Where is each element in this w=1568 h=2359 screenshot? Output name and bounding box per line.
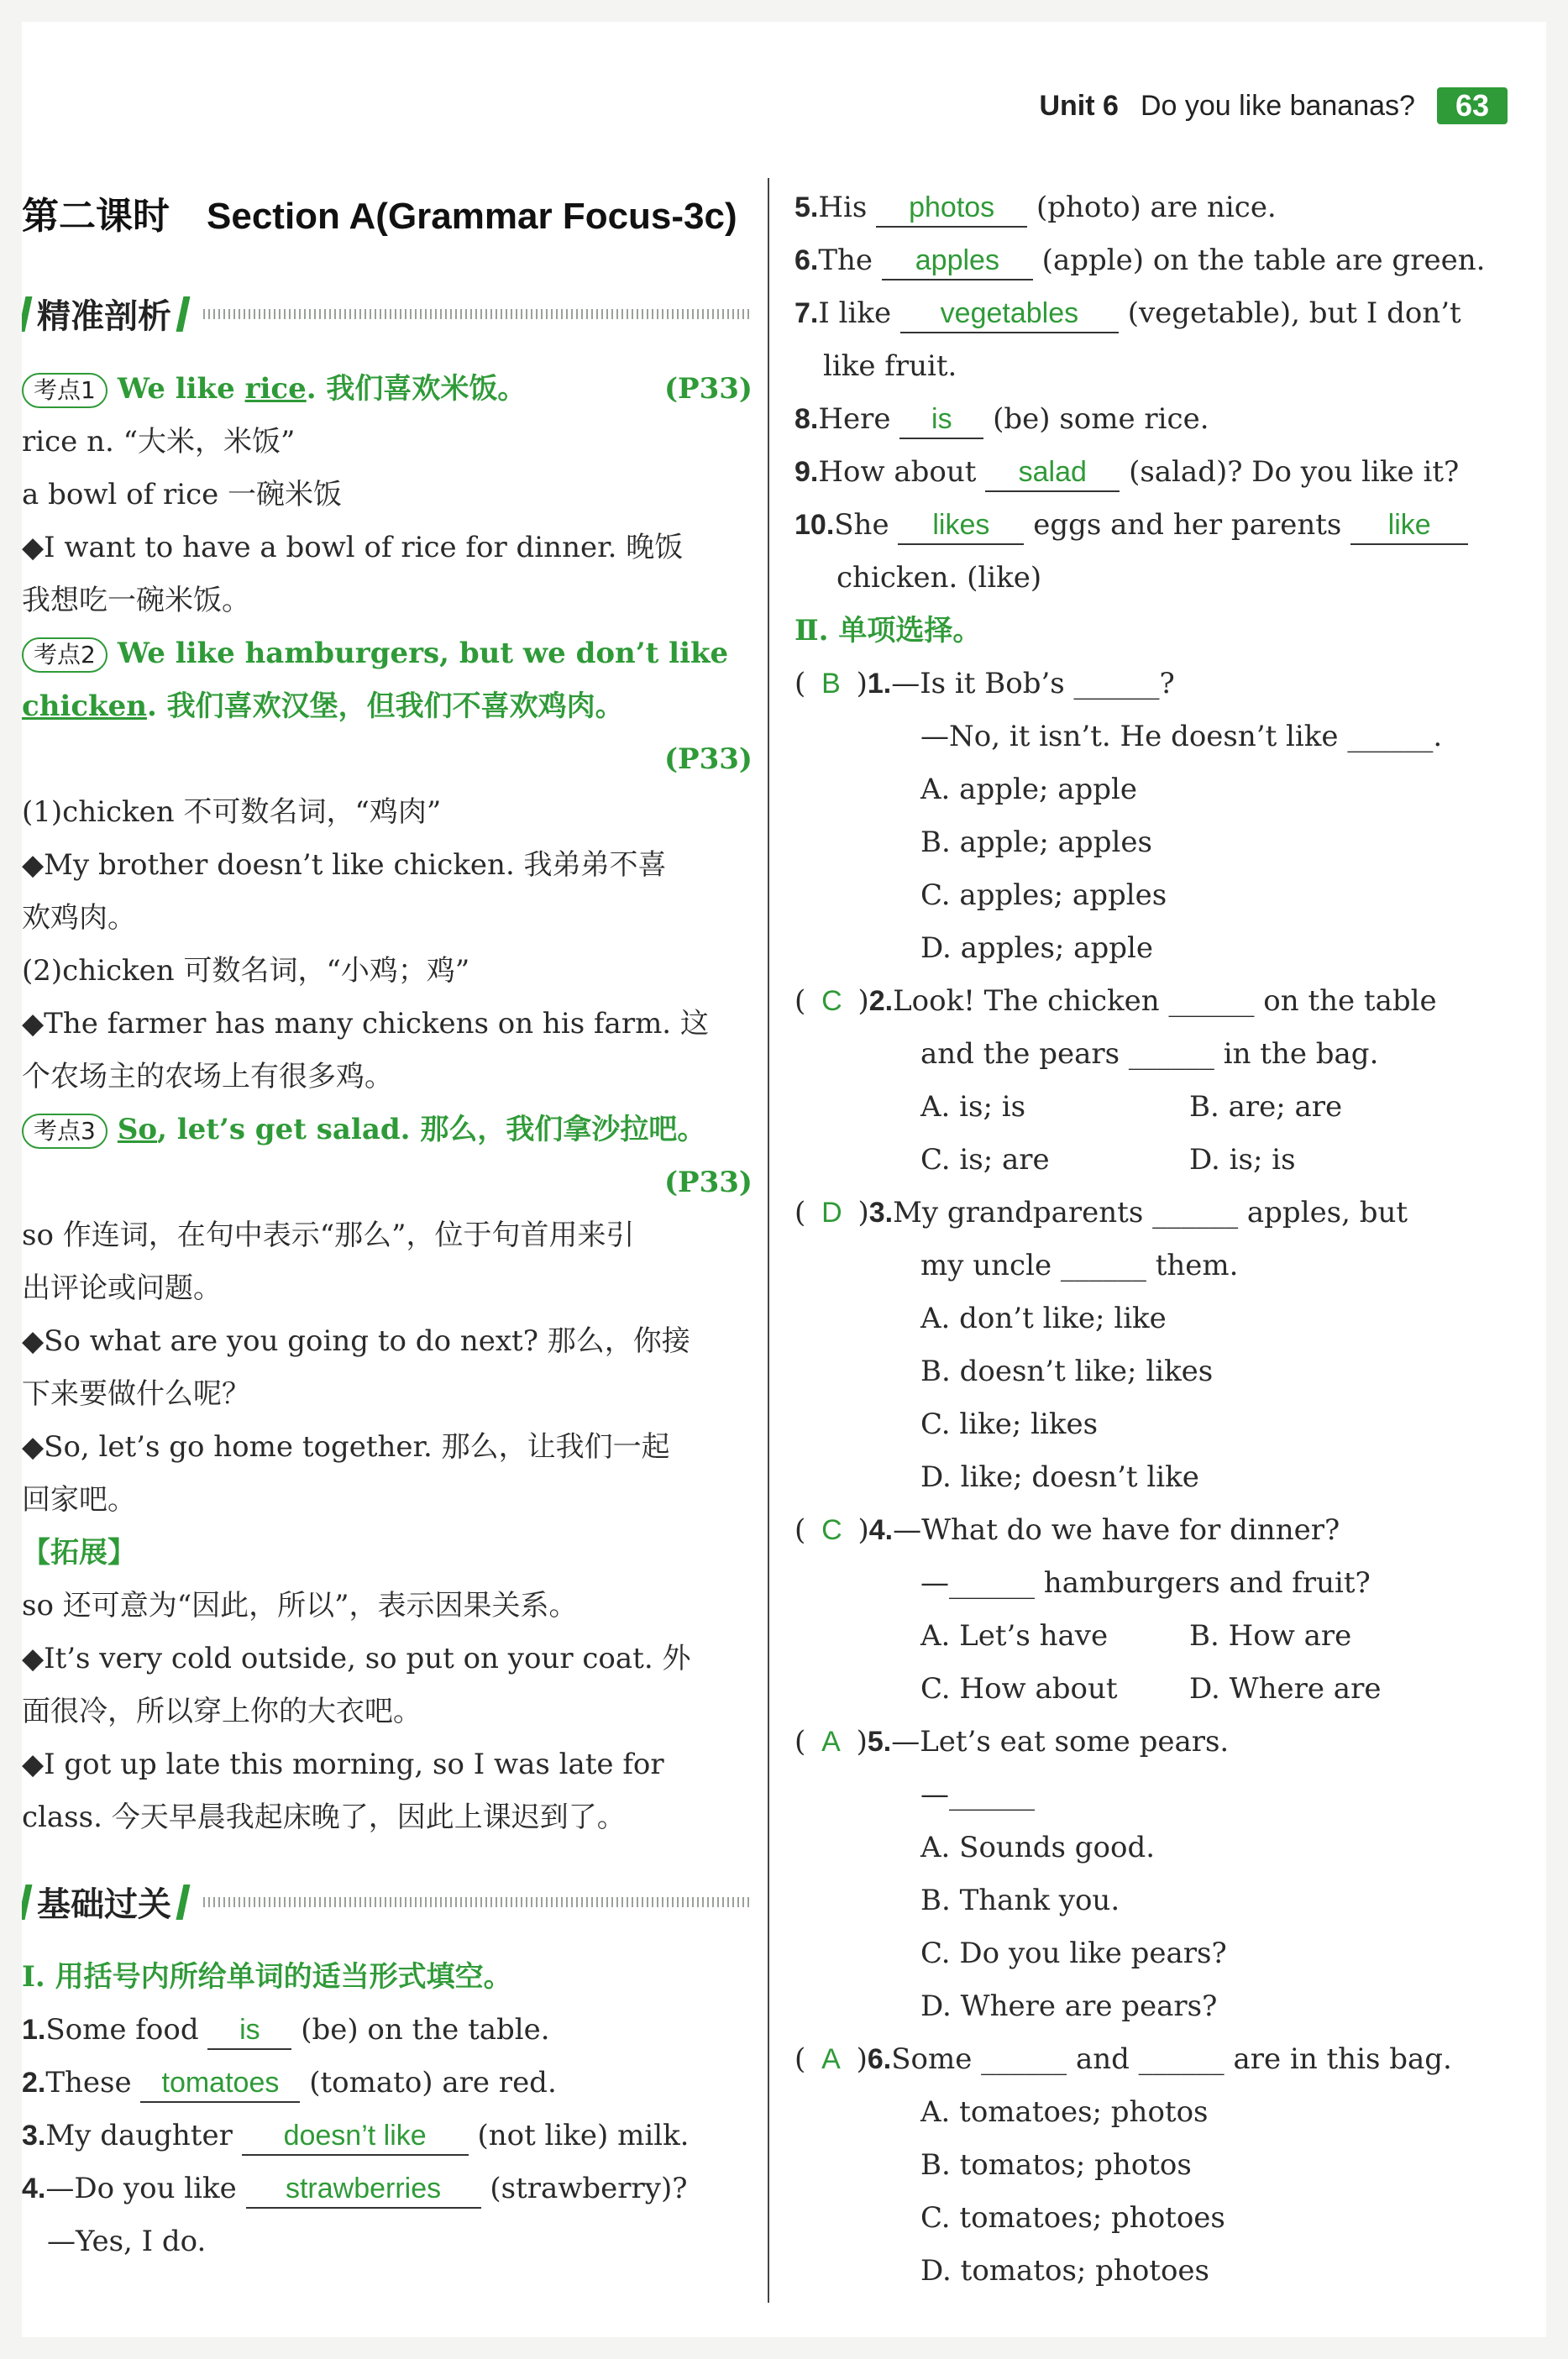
mc-question-cont: —No, it isn’t. He doesn’t like ______.	[920, 720, 1443, 753]
mc-question-cont: —______	[920, 1778, 1035, 1811]
text-line: ◆My brother doesn’t like chicken. 我弟弟不喜	[22, 848, 667, 882]
page-reference: (P33)	[663, 742, 753, 776]
answer-blank[interactable]: likes	[898, 506, 1024, 545]
fill-item: 5.His photos (photo) are nice.	[794, 181, 1534, 234]
unit-label: Unit 6	[1039, 89, 1119, 122]
mc-question: ( C )2.Look! The chicken ______ on the table	[794, 984, 1437, 1018]
mc-option[interactable]: C. apples; apples	[920, 878, 1167, 912]
text-line: ◆It’s very cold outside, so put on your coat. 外	[22, 1642, 691, 1675]
lesson-title	[22, 186, 753, 239]
section-marker-icon	[176, 296, 191, 332]
text-line: a bowl of rice 一碗米饭	[22, 478, 343, 511]
text-line: ◆The farmer has many chickens on his farm. 这	[22, 1007, 709, 1041]
answer-blank[interactable]: is	[207, 2011, 291, 2050]
point-2-heading	[22, 627, 753, 680]
text-line: 面很冷，所以穿上你的大衣吧。	[22, 1695, 422, 1728]
point-sentence: We like hamburgers, but we don’t like	[117, 637, 729, 670]
text-line: ◆I want to have a bowl of rice for dinner. 晚饭	[22, 531, 684, 564]
answer-blank[interactable]: doesn’t like	[242, 2117, 469, 2156]
fill-item: 6.The apples (apple) on the table are green.	[794, 234, 1534, 287]
text-line: ◆So, let’s go home together. 那么，让我们一起	[22, 1430, 670, 1464]
fill-item: 2.These tomatoes (tomato) are red.	[22, 2057, 753, 2110]
mc-option[interactable]: A. Sounds good.	[920, 1831, 1156, 1864]
point-sentence-rest: . 我们喜欢汉堡，但我们不喜欢鸡肉。	[146, 689, 624, 723]
text-line: 欢鸡肉。	[22, 901, 136, 935]
text-line: 我想吃一碗米饭。	[22, 584, 250, 617]
text-line: 出评论或问题。	[22, 1271, 222, 1305]
dotted-rule	[203, 1897, 753, 1907]
mc-option[interactable]: D. Where are	[1189, 1672, 1382, 1706]
part-2-instructions: Ⅱ. 单项选择。	[794, 614, 982, 647]
point-3-heading	[22, 1103, 753, 1156]
mc-option[interactable]: B. apple; apples	[920, 826, 1152, 859]
mc-question: ( C )4.—What do we have for dinner?	[794, 1513, 1340, 1547]
mc-answer[interactable]: C	[821, 985, 842, 1017]
dotted-rule	[203, 309, 753, 319]
point-keyword: So	[117, 1113, 158, 1146]
mc-option-row	[794, 1081, 1534, 1134]
expand-label: 【拓展】	[22, 1536, 136, 1570]
mc-question-cont: —______ hamburgers and fruit?	[920, 1566, 1371, 1600]
mc-option[interactable]: C. like; likes	[920, 1408, 1099, 1441]
answer-blank[interactable]: vegetables	[900, 295, 1119, 333]
text-line: so 还可意为“因此，所以”，表示因果关系。	[22, 1589, 578, 1622]
text-line: ◆I got up late this morning, so I was late for	[22, 1748, 664, 1781]
point-tag: 考点2	[22, 637, 108, 673]
mc-option[interactable]: B. doesn’t like; likes	[920, 1355, 1214, 1388]
section-marker-icon	[176, 1885, 191, 1920]
mc-option-row	[794, 1610, 1534, 1663]
fill-item: 10.She likes eggs and her parents like	[794, 499, 1534, 552]
answer-blank[interactable]: is	[899, 401, 983, 439]
section-heading-analysis	[22, 290, 753, 338]
right-column	[794, 181, 1534, 2298]
mc-option[interactable]: A. is; is	[920, 1090, 1026, 1124]
section-label: 精准剖析	[37, 297, 171, 336]
lesson-part: 第二课时	[22, 196, 170, 237]
answer-blank[interactable]: tomatoes	[140, 2064, 300, 2103]
page-reference: (P33)	[663, 1166, 753, 1199]
mc-option[interactable]: C. Do you like pears?	[920, 1937, 1227, 1970]
section-label: 基础过关	[37, 1885, 171, 1924]
mc-answer[interactable]: D	[821, 1197, 842, 1229]
mc-option[interactable]: C. tomatoes; photoes	[920, 2201, 1225, 2235]
mc-option[interactable]: A. Let’s have	[920, 1619, 1109, 1653]
text-line: 个农场主的农场上有很多鸡。	[22, 1060, 393, 1093]
text-line: rice n. “大米，米饭”	[22, 425, 296, 459]
mc-answer[interactable]: B	[821, 668, 841, 700]
mc-question: ( A )5.—Let’s eat some pears.	[794, 1725, 1230, 1759]
point-tag: 考点1	[22, 373, 108, 408]
point-sentence-rest: . 我们喜欢米饭。	[306, 372, 527, 406]
mc-question: ( B )1.—Is it Bob’s ______?	[794, 667, 1175, 700]
page-reference-line	[22, 733, 753, 786]
text-line: (2)chicken 可数名词，“小鸡；鸡”	[22, 954, 470, 988]
mc-option[interactable]: B. How are	[1189, 1619, 1352, 1653]
answer-blank[interactable]: strawberries	[246, 2170, 481, 2209]
point-1-heading	[22, 363, 753, 416]
mc-option[interactable]: C. How about	[920, 1672, 1118, 1706]
text-line: 下来要做什么呢？	[22, 1377, 250, 1411]
point-sentence: We like	[117, 372, 245, 406]
fill-item-cont: like fruit.	[823, 349, 957, 383]
page-reference-line	[22, 1156, 753, 1209]
point-keyword: chicken	[22, 689, 147, 723]
page-header	[1039, 81, 1508, 131]
point-2-heading-cont	[22, 680, 753, 733]
mc-option[interactable]: A. tomatoes; photos	[920, 2095, 1209, 2129]
fill-item: 4.—Do you like strawberries (strawberry)?	[22, 2162, 753, 2215]
mc-option[interactable]: B. are; are	[1189, 1090, 1343, 1124]
fill-item: 1.Some food is (be) on the table.	[22, 2004, 753, 2057]
point-keyword: rice	[244, 372, 307, 406]
section-marker-icon	[22, 1885, 32, 1920]
mc-answer[interactable]: A	[821, 1726, 841, 1758]
point-tag: 考点3	[22, 1114, 108, 1149]
lesson-section: Section A(Grammar Focus-3c)	[207, 196, 737, 237]
mc-option[interactable]: B. tomatos; photos	[920, 2148, 1192, 2182]
left-column	[22, 186, 753, 2268]
mc-answer[interactable]: C	[821, 1514, 842, 1546]
text-line: class. 今天早晨我起床晚了，因此上课迟到了。	[22, 1801, 626, 1834]
mc-question: ( D )3.My grandparents ______ apples, but	[794, 1196, 1408, 1229]
answer-blank[interactable]: like	[1350, 506, 1468, 545]
fill-item: 9.How about salad (salad)? Do you like it?	[794, 446, 1534, 499]
text-line: 回家吧。	[22, 1483, 136, 1517]
section-marker-icon	[22, 296, 32, 332]
section-heading-basics	[22, 1878, 753, 1926]
mc-question-cont: and the pears ______ in the bag.	[920, 1037, 1379, 1071]
part-1-instructions: Ⅰ. 用括号内所给单词的适当形式填空。	[22, 1960, 512, 1994]
fill-item: 7.I like vegetables (vegetable), but I don’t	[794, 287, 1534, 340]
unit-title: Do you like bananas?	[1140, 89, 1415, 122]
mc-option[interactable]: A. don’t like; like	[920, 1302, 1167, 1335]
point-sentence-rest: , let’s get salad. 那么，我们拿沙拉吧。	[157, 1113, 706, 1146]
answer-blank[interactable]: salad	[985, 453, 1120, 492]
mc-option[interactable]: D. Where are pears?	[920, 1989, 1218, 2023]
mc-option[interactable]: D. like; doesn’t like	[920, 1460, 1199, 1494]
text-line: so 作连词，在句中表示“那么”，位于句首用来引	[22, 1219, 635, 1252]
page-reference: (P33)	[663, 372, 753, 406]
text-line: (1)chicken 不可数名词，“鸡肉”	[22, 795, 442, 829]
mc-option[interactable]: B. Thank you.	[920, 1884, 1120, 1917]
answer-blank[interactable]: photos	[876, 189, 1027, 228]
mc-answer[interactable]: A	[821, 2043, 841, 2075]
page-number-badge: 63	[1437, 87, 1508, 124]
fill-item: 3.My daughter doesn’t like (not like) milk.	[22, 2110, 753, 2162]
mc-option[interactable]: D. is; is	[1189, 1143, 1296, 1177]
column-divider	[768, 178, 769, 2303]
text-line: ◆So what are you going to do next? 那么，你接	[22, 1324, 690, 1358]
mc-option-row	[794, 1134, 1534, 1187]
fill-item-cont: chicken. (like)	[836, 561, 1042, 595]
fill-item: 8.Here is (be) some rice.	[794, 393, 1534, 446]
mc-option[interactable]: A. apple; apple	[920, 773, 1138, 806]
mc-option[interactable]: D. tomatos; photoes	[920, 2254, 1209, 2288]
mc-option-row	[794, 1663, 1534, 1716]
mc-option[interactable]: D. apples; apple	[920, 931, 1153, 965]
fill-item-reply: —Yes, I do.	[47, 2225, 207, 2258]
mc-question-cont: my uncle ______ them.	[920, 1249, 1239, 1282]
mc-option[interactable]: C. is; are	[920, 1143, 1050, 1177]
mc-question: ( A )6.Some ______ and ______ are in this bag.	[794, 2042, 1452, 2076]
workbook-page	[22, 22, 1546, 2337]
answer-blank[interactable]: apples	[882, 242, 1033, 280]
